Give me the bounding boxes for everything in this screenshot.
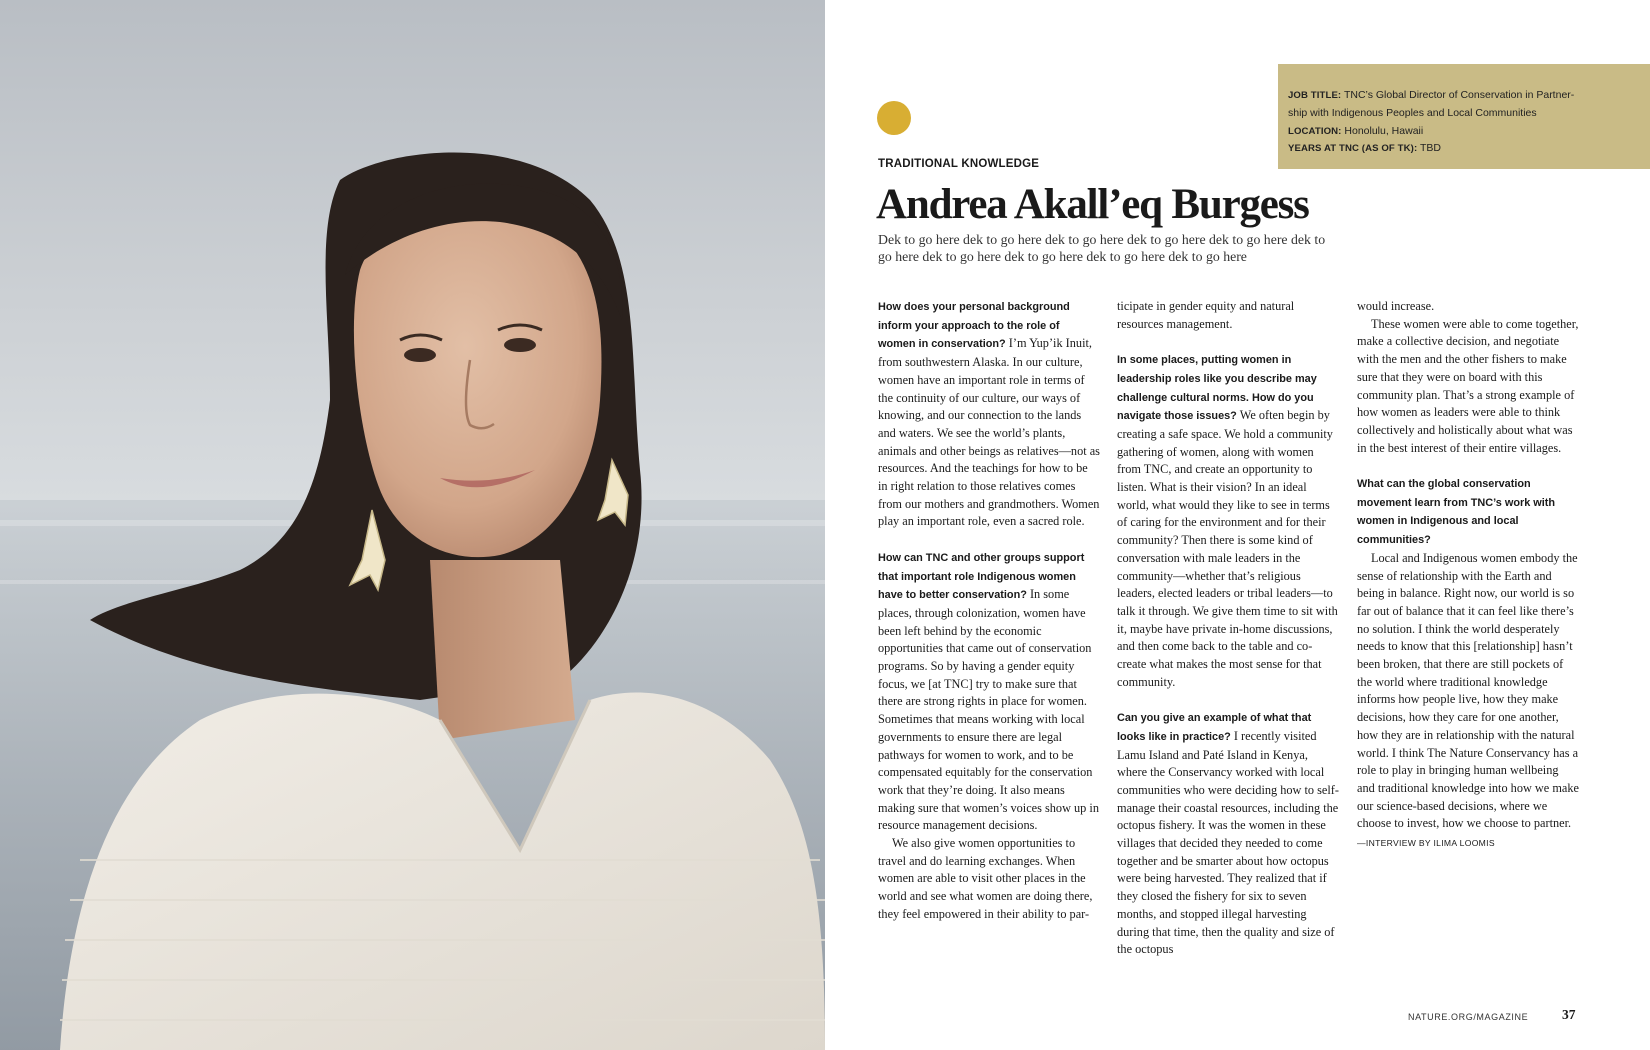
article-headline: Andrea Akall’eq Burgess	[876, 181, 1309, 228]
question-2: How can TNC and other groups support that important role Indigenous women have to better conservation?	[878, 551, 1085, 602]
answer-3: We often begin by creating a safe space. We hold a community gathering of women, along with women from TNC, and create an opportunity to listen. What is their vision? In an ideal world, what would they like to see in terms of caring for the environment and for their community? Then there is some kind of conversation with male leaders in the community—whether that’s religious leaders, elected leaders or tribal leaders—to talk it through. We give them time to sit with it, maybe have private in-home discussions, and then come back to the table and co-create what makes the most sense for that community.	[1117, 408, 1338, 689]
paragraph-2	[878, 549, 1100, 835]
question-1: How does your personal background inform your approach to the role of women in conservation?	[878, 301, 1070, 351]
paragraph-1	[878, 298, 1100, 531]
footer-url: NATURE.ORG/MAGAZINE	[1408, 1012, 1529, 1022]
paragraph-4c: would increase.	[1357, 299, 1435, 313]
section-dot-icon	[877, 101, 911, 135]
job-title-line	[1288, 87, 1636, 105]
answer-2: In some places, through colonization, women have been left behind by the economic opportunities that came out of conservation programs. So by having a gender equity focus, we [at TNC] try to make sure that there are strong rights in place for women. Sometimes that means working with local governments to ensure there are legal pathways for women to work, and to be compensated equitably for the conservation work that they’re doing. It also means making sure that women’s voices show up in resource management decisions.	[878, 587, 1099, 833]
location-value: Honolulu, Hawaii	[1344, 124, 1424, 137]
location-label: LOCATION:	[1288, 125, 1342, 137]
paragraph-4d: These women were able to come together, make a collective decision, and negotiate with the men and the other fishers to make sure that they were on board with this community plan. That’s a strong example of how women as leaders were able to think collectively and holistically about what was in the best interest of their entire villages.	[1357, 316, 1579, 455]
years-value: TBD	[1419, 142, 1441, 155]
paragraph-2c: ticipate in gender equity and natural resources management.	[1117, 299, 1295, 331]
location-line	[1288, 123, 1636, 141]
job-title-label: JOB TITLE:	[1288, 90, 1342, 101]
question-5: What can the global conservation movement learn from TNC’s work with women in Indigenous and local communities?	[1357, 478, 1556, 547]
paragraph-5	[1357, 550, 1579, 853]
question-3: In some places, putting women in leadership roles like you describe may challenge cultural norms. How do you navigate those issues?	[1117, 354, 1317, 423]
page-number: 37	[1562, 1007, 1576, 1022]
paragraph-5-question	[1357, 475, 1579, 550]
interview-credit: —INTERVIEW BY ILIMA LOOMIS	[1357, 838, 1495, 849]
paragraph-4	[1117, 709, 1339, 959]
years-line	[1288, 140, 1636, 158]
answer-4: I recently visited Lamu Island and Paté Island in Kenya, where the Conservancy worked with local communities who were deciding how to self-manage their coastal resources, including the octopus fishery. It was the women in these villages that decided they needed to come together and be smarter about how octopus were being harvested. They realized that if they closed the fishery for six to seven months, and stopped illegal harvesting during that time, then the quality and size of the octopus	[1117, 728, 1339, 957]
article-dek: Dek to go here dek to go here dek to go here dek to go here dek to go here dek to go here dek to go here dek to go here dek to go here dek to go here	[878, 232, 1326, 264]
job-title-value-2: ship with Indigenous Peoples and Local Communities	[1288, 106, 1537, 119]
section-kicker: TRADITIONAL KNOWLEDGE	[878, 158, 1040, 170]
answer-1: I’m Yup’ik Inuit, from southwestern Alaska. In our culture, women have an important role in terms of the continuity of our culture, our ways of knowing, and our connection to the lands and waters. We see the world’s plants, animals and other beings as relatives—not as resources. And the teachings for how to be in right relation to those relatives comes from our mothers and grandmothers. Women play an important role, even a sacred role.	[878, 336, 1100, 529]
paragraph-2b: We also give women opportunities to travel and do learning exchanges. When women are able to visit other places in the world and see what women are doing there, they feel empowered in their ability to par-	[878, 836, 1093, 921]
article-column-2	[1117, 298, 1339, 959]
years-label: YEARS AT TNC (AS OF TK):	[1288, 143, 1418, 155]
paragraph-3	[1117, 351, 1339, 691]
answer-5: Local and Indigenous women embody the sense of relationship with the Earth and being in balance. Right now, our world is so far out of balance that it can feel like there’s no solution. I think the world desperately needs to know that this [relationship] hasn’t been broken, that there are still pockets of the world where traditional knowledge informs how people live, how they make decisions, how they care for one another, how they are in relationship with the natural world. I think The Nature Conservancy has a role to play in bringing human wellbeing and traditional knowledge into how we make our science-based decisions, where we choose to invest, how we choose to partner.	[1357, 550, 1579, 831]
article-column-1	[878, 298, 1100, 924]
question-4: Can you give an example of what that looks like in practice?	[1117, 712, 1312, 743]
article-column-3	[1357, 298, 1579, 853]
job-title-value-1: TNC’s Global Director of Conservation in Partner-	[1343, 89, 1575, 101]
profile-info-box	[1278, 64, 1650, 169]
